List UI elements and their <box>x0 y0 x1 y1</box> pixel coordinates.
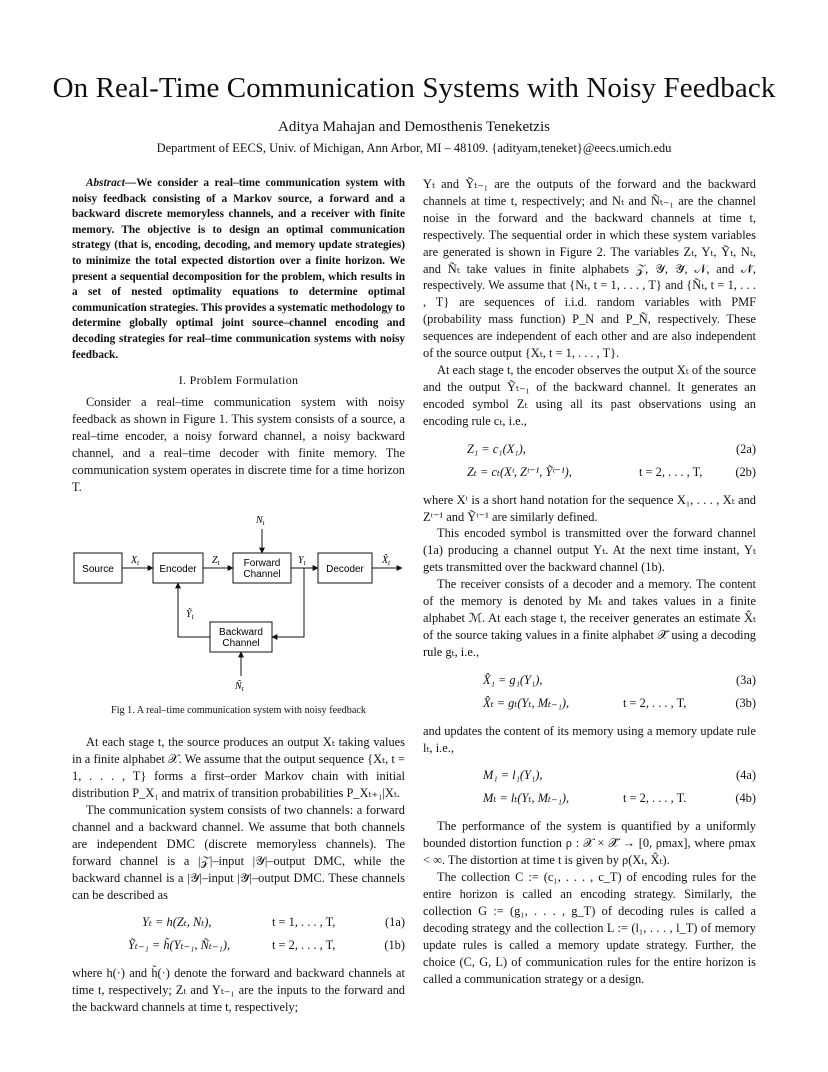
xhat-t-label: $X̂_t$ <box>382 555 391 568</box>
eq2a-lhs: Z₁ = c₁(X₁), <box>467 441 526 456</box>
equation-block-2 <box>423 438 756 484</box>
eq4a-lhs: M₁ = l₁(Y₁), <box>483 768 543 783</box>
backward-label-1: Backward <box>219 627 263 639</box>
ntilde-t-label: $Ñ_t$ <box>235 681 244 694</box>
system-block-diagram <box>72 499 405 699</box>
equation-4b <box>423 787 756 810</box>
equation-2a <box>423 438 756 461</box>
eq1a-number: (1a) <box>385 915 405 930</box>
abstract <box>72 176 405 363</box>
figure-1 <box>72 499 405 699</box>
eq2b-cond: t = 2, . . . , T, <box>639 464 703 479</box>
forward-label-2: Channel <box>243 569 281 581</box>
z-t-label: $Z_t$ <box>212 555 220 568</box>
paper-title: On Real-Time Communication Systems with Noisy Feedback <box>52 72 776 104</box>
section-heading: I. Problem Formulation <box>178 373 299 388</box>
equation-2b <box>423 461 756 484</box>
eq1a-lhs: Yₜ = h(Zₜ, Nₜ), <box>142 915 212 930</box>
decoder-label: Decoder <box>326 564 364 576</box>
memory-update-paragraph: and updates the content of its memory using a memory update rule lₜ, i.e., <box>423 723 756 755</box>
strategy-paragraph: The collection C := (c₁, . . . , c_T) of encoding rules for the entire horizon is called an encoding strategy. Similarly, the collection G := (g₁, . . . , g_T) of decoding rules is called a decoding strategy and the collection L := (l₁, . . . , l_T) of memory update rules is called a memory update strategy. Further, the choice (C, G, L) of communication rules for the entire horizon is called a communication strategy or a design. <box>423 870 756 986</box>
ytilde-t-label: Ỹ$_t$ <box>186 609 194 622</box>
eq4b-cond: t = 2, . . . , T. <box>623 791 687 806</box>
eq3b-cond: t = 2, . . . , T, <box>623 695 687 710</box>
channels-paragraph: The communication system consists of two channels: a forward channel and a backward channel. We assume that both channels are independent DMC (discrete memoryless channels). The forward channel is a |𝒵|–input |𝒴|–output DMC, while the backward channel is a |𝒴|–input |𝒴̃|–output DMC. These channels can be described as <box>72 803 405 902</box>
eq2b-lhs: Zₜ = cₜ(Xᵗ, Zᵗ⁻¹, Ỹᵗ⁻¹), <box>467 464 572 479</box>
eq3b-lhs: X̂ₜ = gₜ(Yₜ, Mₜ₋₁), <box>483 695 570 710</box>
eq2b-number: (2b) <box>735 464 756 479</box>
y-t-label: $Y_t$ <box>298 555 306 568</box>
shorthand-paragraph: where Xᵗ is a short hand notation for the sequence X₁, . . . , Xₜ and Zᵗ⁻¹ and Ỹᵗ⁻¹ are similarly defined. <box>423 492 756 524</box>
left-column <box>72 176 405 1016</box>
eq4a-number: (4a) <box>736 768 756 783</box>
receiver-paragraph: The receiver consists of a decoder and a memory. The content of the memory is denoted by Mₜ and takes values in a finite alphabet ℳ. At each stage t, the receiver generates an estimate X̂ₜ of the source taking values in a finite alphabet 𝒳̂ using a decoding rule gₜ, i.e., <box>423 577 756 659</box>
eq4b-number: (4b) <box>735 791 756 806</box>
equation-1a <box>72 911 405 934</box>
figure-caption: Fig 1. A real–time communication system with noisy feedback <box>111 705 366 717</box>
encoder-label: Encoder <box>159 564 197 576</box>
eq3b-number: (3b) <box>735 695 756 710</box>
equation-block-4 <box>423 764 756 810</box>
abstract-text: We consider a real–time communication system with noisy feedback consisting of a Markov source, a forward and a backward discrete memoryless channels, and a receiver with finite memory. The objective is to design an optimal communication strategy (that is, encoding, decoding, and memory update strategies) to minimize the total expected distortion over a finite horizon. We present a sequential decomposition for the problem, which results in a set of nested optimality equations to determine optimal communication strategies. This provides a systematic methodology to determine globally optimal joint source–channel encoding and decoding strategies for real–time communication systems with noisy feedback. <box>72 177 405 361</box>
equation-block-3 <box>423 669 756 715</box>
equation-block-1 <box>72 911 405 957</box>
equation-4a <box>423 764 756 787</box>
equation-3a <box>423 669 756 692</box>
backward-label-2: Channel <box>222 638 260 650</box>
source-paragraph: At each stage t, the source produces an output Xₜ taking values in a finite alphabet 𝒳. We assume that the output sequence {Xₜ, t = 1, . . . , T} forms a first–order Markov chain with initial distribution P_X₁ and matrix of transition probabilities P_Xₜ₊₁|Xₜ. <box>72 735 405 801</box>
forward-label-1: Forward <box>243 558 281 570</box>
encoder-paragraph: At each stage t, the encoder observes the output Xₜ of the source and the output Ỹₜ₋₁ of the backward channel. It generates an encoded symbol Zₜ using all its past observations using an encoding rule cₜ, i.e., <box>423 362 756 428</box>
abstract-lead: Abstract— <box>86 177 137 189</box>
source-label: Source <box>82 564 114 576</box>
eq1b-lhs: Ỹₜ₋₁ = h̃(Yₜ₋₁, Ñₜ₋₁), <box>128 938 231 953</box>
eq1a-cond: t = 1, . . . , T, <box>272 915 336 930</box>
arrow-backward-encoder <box>178 583 210 637</box>
intro-paragraph: Consider a real–time communication system with noisy feedback as shown in Figure 1. This system consists of a source, a real–time encoder, a noisy forward channel, a noisy backward channel, and a real–time decoder with finite memory. The communication system operates in discrete time for a time horizon T. <box>72 395 405 494</box>
x-t-label: $X_t$ <box>131 555 140 568</box>
paper-authors: Aditya Mahajan and Demosthenis Teneketzis <box>278 119 550 135</box>
eq2a-number: (2a) <box>736 441 756 456</box>
right-column <box>423 176 756 988</box>
variables-paragraph: Yₜ and Ỹₜ₋₁ are the outputs of the forward and the backward channels at time t, respectively; and Nₜ and Ñₜ₋₁ are the channel noise in the forward and the backward channels at time t, respectively. The sequential order in which these system variables are generated is shown in Figure 2. The variables Zₜ, Yₜ, Ỹₜ, Nₜ, and Ñₜ take values in finite alphabets 𝒵, 𝒴, 𝒴̃, 𝒩, and 𝒩̃, respectively. We assume that {Nₜ, t = 1, . . . , T} and {Ñₜ, t = 1, . . . , T} are sequences of i.i.d. random variables with PMF (probability mass function) P_N and P_Ñ, respectively. These sequences are independent of each other and are also independent of the source output {Xₜ, t = 1, . . . , T}. <box>423 177 756 361</box>
equation-3b <box>423 692 756 715</box>
eq4b-lhs: Mₜ = lₜ(Yₜ, Mₜ₋₁), <box>483 791 570 806</box>
channel-desc-paragraph: where h(·) and h̃(·) denote the forward and backward channels at time t, respectively; Zₜ and Yₜ₋₁ are the inputs to the forward and the backward channels at time t, respectively; <box>72 966 405 1015</box>
equation-1b <box>72 934 405 957</box>
eq1b-number: (1b) <box>384 938 405 953</box>
n-t-label: $N_t$ <box>256 515 265 528</box>
paper-affiliation: Department of EECS, Univ. of Michigan, Ann Arbor, MI – 48109. {adityam,teneket}@eecs.umich.edu <box>156 141 672 155</box>
transmit-paragraph: This encoded symbol is transmitted over the forward channel (1a) producing a channel output Yₜ. At the next time instant, Yₜ gets transmitted over the backward channel (1b). <box>423 526 756 575</box>
eq1b-cond: t = 2, . . . , T, <box>272 938 336 953</box>
eq3a-number: (3a) <box>736 672 756 687</box>
eq3a-lhs: X̂₁ = g₁(Y₁), <box>483 672 543 687</box>
performance-paragraph: The performance of the system is quantified by a uniformly bounded distortion function ρ : 𝒳 × 𝒳̂ → [0, ρmax], where ρmax < ∞. The distortion at time t is given by ρ(Xₜ, X̂ₜ). <box>423 819 756 868</box>
